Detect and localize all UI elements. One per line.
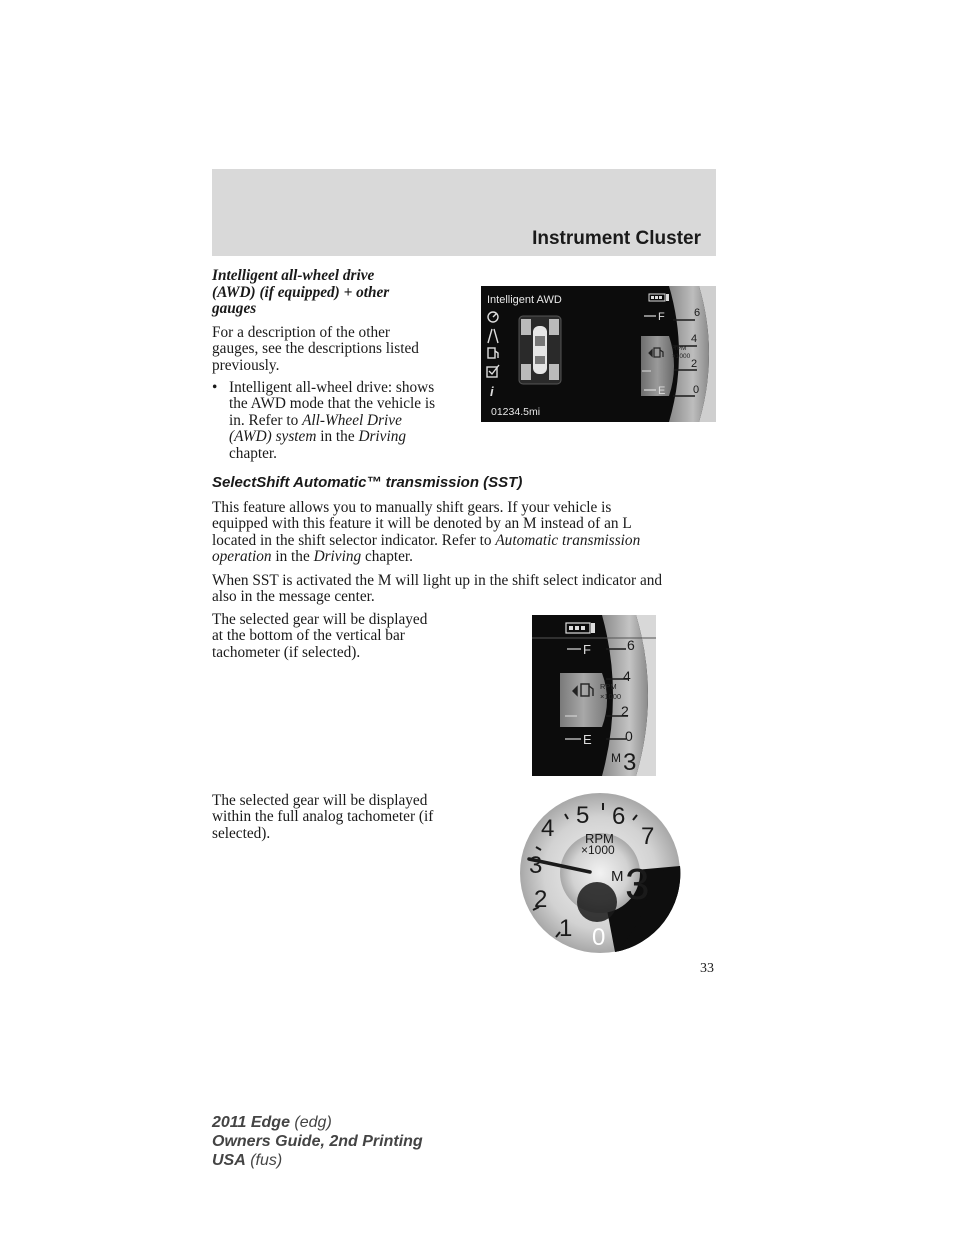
xref-automatic-transmission: Automatic transmission: [495, 531, 641, 549]
xref-automatic-transmission-cont: operation: [212, 548, 272, 566]
awd-intro-line: gauges, see the descriptions listed: [212, 340, 419, 358]
rpm-tick-2: 2: [691, 358, 698, 370]
bullet-line: chapter.: [229, 444, 277, 462]
info-icon: i: [490, 384, 494, 399]
tach-number-7: 7: [641, 823, 655, 850]
awd-intro-line: previously.: [212, 356, 280, 374]
sst-paragraph-3: The selected gear will be displayed at the bottom of the vertical bar tachometer (if selected).: [212, 611, 428, 661]
tach-number-2: 2: [534, 886, 548, 913]
document-footer: [212, 1113, 423, 1170]
tach-number-5: 5: [576, 802, 590, 829]
footer-model: 2011 Edge: [212, 1114, 290, 1131]
footer-model-code: (edg): [289, 1114, 332, 1131]
rpm-label: RPM: [600, 682, 617, 691]
tach-number-0: 0: [592, 924, 606, 951]
tach-number-1: 1: [559, 915, 573, 942]
awd-display-title: Intelligent AWD: [487, 294, 562, 306]
awd-vehicle-icon: [519, 316, 561, 384]
xref-driving-chapter: Driving: [358, 428, 407, 446]
tach-number-3: 3: [529, 852, 543, 879]
rpm-label: RPM: [672, 345, 687, 352]
rpm-tick-2: 2: [621, 703, 629, 719]
xref-awd-system-cont: (AWD) system: [229, 428, 317, 446]
manual-mode-indicator: M: [611, 868, 624, 885]
bullet-line: Intelligent all-wheel drive: shows: [229, 379, 435, 396]
sst-paragraph-2: When SST is activated the M will light up in the shift select indicator and also in the message center.: [212, 572, 663, 606]
bullet-marker: •: [212, 379, 218, 396]
odometer-readout: 01234.5mi: [491, 406, 541, 418]
awd-intro-line: For a description of the other: [212, 324, 390, 341]
manual-mode-indicator: M: [611, 751, 621, 765]
rpm-tick-6: 6: [627, 637, 635, 653]
tach-number-6: 6: [612, 803, 626, 830]
rpm-tick-6: 6: [694, 307, 701, 319]
selected-gear: 3: [623, 749, 637, 776]
bullet-line: (AWD) system in the Driving: [229, 428, 407, 446]
page-number: 33: [700, 961, 714, 976]
rpm-tick-4: 4: [623, 668, 631, 684]
rpm-tick-0: 0: [693, 384, 700, 396]
analog-tachometer-figure: [519, 792, 681, 954]
rpm-unit: ×1000: [581, 843, 615, 857]
fuel-empty-label: E: [583, 732, 592, 747]
fuel-full-label: F: [583, 642, 591, 657]
xref-driving-chapter: Driving: [313, 548, 362, 566]
fuel-full-label: F: [658, 311, 665, 323]
awd-heading-line: (AWD) (if equipped) + other: [212, 283, 390, 301]
rpm-tick-0: 0: [625, 728, 633, 744]
bar-tachometer-figure: [532, 615, 656, 776]
footer-region-code: (fus): [245, 1152, 283, 1169]
footer-region: USA: [212, 1152, 246, 1169]
footer-guide: Owners Guide, 2nd Printing: [212, 1133, 423, 1150]
sst-heading: SelectShift Automatic™ transmission (SST): [212, 474, 523, 491]
awd-heading: [212, 268, 472, 318]
fuel-empty-label: E: [658, 385, 666, 397]
header-band: [212, 169, 716, 256]
awd-heading-line: gauges: [212, 300, 257, 317]
sst-paragraph-4: The selected gear will be displayed within the full analog tachometer (if selected).: [212, 792, 434, 842]
bullet-line: in. Refer to All-Wheel Drive: [229, 411, 402, 429]
rpm-unit: ×1000: [672, 353, 691, 360]
awd-intro: [212, 325, 472, 374]
rpm-label: RPM: [585, 831, 614, 846]
bullet-line: the AWD mode that the vehicle is: [229, 395, 436, 413]
awd-bullet-item: [212, 380, 472, 462]
awd-heading-line: Intelligent all-wheel drive: [212, 267, 375, 284]
rpm-tick-4: 4: [691, 333, 698, 345]
selected-gear: 3: [625, 860, 650, 909]
tach-number-4: 4: [541, 815, 555, 842]
awd-cluster-figure: [481, 286, 716, 422]
xref-awd-system: All-Wheel Drive: [302, 411, 402, 429]
sst-paragraph-1: This feature allows you to manually shift gears. If your vehicle is equipped with this feature it will be denoted by an M instead of an L located in the shift selector indicator. Refer to Automatic transmission operation in the Driving chapter.: [212, 499, 641, 566]
rpm-unit: ×1000: [600, 692, 622, 701]
page-section-title: Instrument Cluster: [532, 228, 701, 249]
